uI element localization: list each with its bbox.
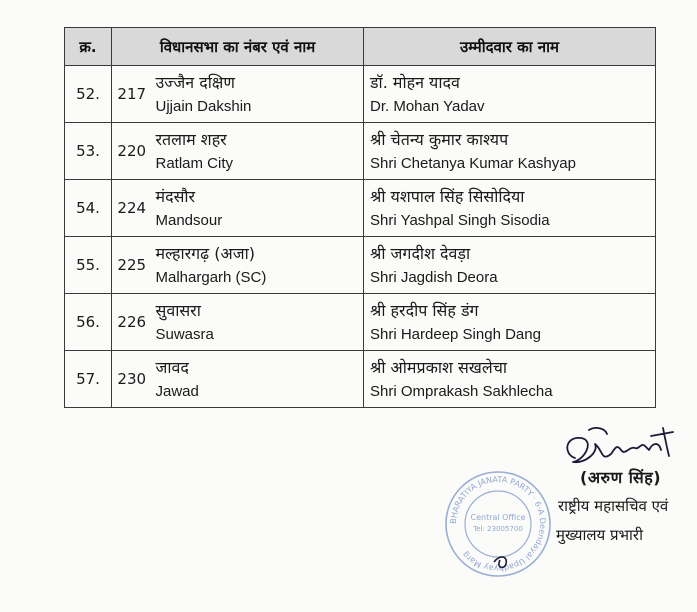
constituency-number: 225 [112,237,152,294]
constituency-name-hindi: उज्जैन दक्षिण [155,72,235,92]
svg-text:BHARATIYA JANATA PARTY · 6-A D: BHARATIYA JANATA PARTY · 6-A Deendayal Upadhyay Marg [448,474,548,574]
header-candidate: उम्मीदवार का नाम [364,28,656,66]
candidate-name-english: Shri Yashpal Singh Sisodia [370,211,550,229]
constituency-name-hindi: मंदसौर [155,186,196,206]
designation-line-2: मुख्यालय प्रभारी [556,526,643,544]
table-row [65,237,656,294]
candidate-name-english: Dr. Mohan Yadav [370,97,485,115]
table-row [65,123,656,180]
candidate-name-hindi: श्री चेतन्य कुमार काश्यप [370,129,509,149]
serial-number: 52. [65,66,112,123]
candidate-name-hindi: श्री ओमप्रकाश सखलेचा [370,357,508,377]
candidate-name [364,180,656,237]
office-stamp [442,468,554,580]
constituency-name-english: Jawad [155,382,199,400]
candidate-name [364,237,656,294]
constituency-name [152,123,364,180]
candidate-name [364,66,656,123]
constituency-name-english: Ratlam City [155,154,234,172]
constituency-number: 217 [112,66,152,123]
candidate-name-english: Shri Chetanya Kumar Kashyap [370,154,576,172]
serial-number: 53. [65,123,112,180]
table-row [65,66,656,123]
constituency-name-hindi: मल्हारगढ़ (अजा) [155,243,255,263]
candidate-name-english: Shri Hardeep Singh Dang [370,325,541,343]
serial-number: 56. [65,294,112,351]
candidate-name [364,123,656,180]
serial-number: 55. [65,237,112,294]
signature-block [430,420,697,612]
header-constituency: विधानसभा का नंबर एवं नाम [112,28,364,66]
header-sno: क्र. [65,28,112,66]
designation-line-1: राष्ट्रीय महासचिव एवं [558,497,669,515]
constituency-number: 220 [112,123,152,180]
table-row [65,294,656,351]
candidate-name [364,294,656,351]
candidate-name-hindi: श्री यशपाल सिंह सिसोदिया [370,186,525,206]
table-row [65,180,656,237]
constituency-number: 226 [112,294,152,351]
constituency-name-english: Mandsour [155,211,223,229]
constituency-name-english: Malhargarh (SC) [155,268,267,286]
constituency-number: 224 [112,180,152,237]
candidate-name-hindi: श्री हरदीप सिंह डंग [370,300,479,320]
candidate-name [364,351,656,408]
table-row [65,351,656,408]
candidate-name-hindi: डॉ. मोहन यादव [370,72,460,92]
serial-number: 54. [65,180,112,237]
constituency-name [152,180,364,237]
constituency-name-english: Ujjain Dakshin [155,97,252,115]
candidate-table [64,27,656,408]
constituency-name [152,294,364,351]
candidate-name-english: Shri Omprakash Sakhlecha [370,382,553,400]
svg-text:Central Office: Central Office [470,513,526,522]
serial-number: 57. [65,351,112,408]
svg-text:Tel: 23005700: Tel: 23005700 [473,525,523,533]
constituency-name-english: Suwasra [155,325,214,343]
table-header-row [65,28,656,66]
constituency-name-hindi: रतलाम शहर [155,129,227,149]
constituency-number: 230 [112,351,152,408]
constituency-name-hindi: सुवासरा [155,300,201,320]
constituency-name [152,237,364,294]
candidate-name-hindi: श्री जगदीश देवड़ा [370,243,471,263]
constituency-name [152,351,364,408]
constituency-name-hindi: जावद [155,357,189,377]
constituency-name [152,66,364,123]
signatory-name: (अरुण सिंह) [580,468,662,487]
candidate-name-english: Shri Jagdish Deora [370,268,498,286]
